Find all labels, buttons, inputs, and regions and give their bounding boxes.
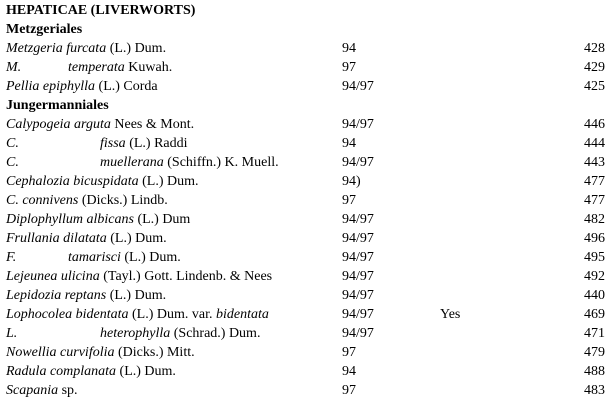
survey-years: 94) xyxy=(342,174,361,189)
species-epithet: temperata xyxy=(68,60,125,75)
survey-years: 94/97 xyxy=(342,79,374,94)
flag-value: Yes xyxy=(440,307,461,322)
genus-abbrev: L. xyxy=(6,326,18,341)
species-author: Kuwah. xyxy=(124,60,173,75)
species-epithet-group xyxy=(68,248,181,267)
survey-years: 94/97 xyxy=(342,269,374,284)
species-name xyxy=(6,172,199,191)
species-row xyxy=(0,324,615,343)
species-row xyxy=(0,115,615,134)
species-row xyxy=(0,39,615,58)
species-author: (Dicks.) Lindb. xyxy=(78,193,168,208)
species-author: (L.) Raddi xyxy=(125,136,188,151)
section-heading-text: Jungermanniales xyxy=(6,98,109,113)
species-row xyxy=(0,134,615,153)
species-name xyxy=(6,267,272,286)
species-author: (Schiffn.) K. Muell. xyxy=(163,155,279,170)
species-row xyxy=(0,343,615,362)
species-name xyxy=(6,286,166,305)
record-number: 446 xyxy=(584,117,605,132)
species-author: (L.) Corda xyxy=(95,79,158,94)
record-number: 496 xyxy=(584,231,605,246)
survey-years: 94 xyxy=(342,41,356,56)
section-heading-text: Metzgeriales xyxy=(6,22,83,37)
species-author: (L.) Dum. xyxy=(106,231,167,246)
species-binomial: Metzgeria furcata xyxy=(6,41,107,56)
species-binomial: Radula complanata xyxy=(6,364,117,379)
species-author: (Schrad.) Dum. xyxy=(170,326,261,341)
species-author: (L.) Dum xyxy=(133,212,191,227)
section-heading xyxy=(0,20,615,39)
document-title xyxy=(0,1,615,20)
species-epithet-group xyxy=(100,324,260,343)
species-name xyxy=(6,343,195,362)
record-number: 440 xyxy=(584,288,605,303)
species-row xyxy=(0,305,615,324)
species-name xyxy=(6,362,176,381)
survey-years: 94/97 xyxy=(342,307,374,322)
species-binomial: Cephalozia bicuspidata xyxy=(6,174,139,189)
survey-years: 94/97 xyxy=(342,231,374,246)
record-number: 429 xyxy=(584,60,605,75)
species-author: sp. xyxy=(58,383,78,398)
species-binomial: Lophocolea bidentata xyxy=(6,307,129,322)
genus-abbrev: C. xyxy=(6,136,19,151)
record-number: 444 xyxy=(584,136,605,151)
survey-years: 97 xyxy=(342,193,356,208)
record-number: 488 xyxy=(584,364,605,379)
record-number: 443 xyxy=(584,155,605,170)
record-number: 469 xyxy=(584,307,605,322)
species-name xyxy=(6,39,166,58)
species-epithet: tamarisci xyxy=(68,250,121,265)
species-binomial: Nowellia curvifolia xyxy=(6,345,115,360)
species-row xyxy=(0,381,615,400)
species-row xyxy=(0,286,615,305)
species-row xyxy=(0,267,615,286)
record-number: 492 xyxy=(584,269,605,284)
genus-abbrev: C. xyxy=(6,155,19,170)
species-name xyxy=(6,305,269,324)
record-number: 425 xyxy=(584,79,605,94)
species-author: (L.) Dum. var. xyxy=(128,307,216,322)
species-author: (L.) Dum. xyxy=(120,250,181,265)
species-row xyxy=(0,248,615,267)
species-author: (Tayl.) Gott. Lindenb. & Nees xyxy=(99,269,273,284)
species-binomial: Lejeunea ulicina xyxy=(6,269,100,284)
survey-years: 94/97 xyxy=(342,250,374,265)
record-number: 477 xyxy=(584,174,605,189)
species-binomial: Frullania dilatata xyxy=(6,231,107,246)
species-author: (L.) Dum. xyxy=(116,364,176,379)
species-row xyxy=(0,172,615,191)
species-epithet: muellerana xyxy=(100,155,164,170)
species-name xyxy=(6,210,190,229)
species-row xyxy=(0,229,615,248)
species-name xyxy=(6,115,194,134)
species-binomial: Pellia epiphylla xyxy=(6,79,96,94)
record-number: 471 xyxy=(584,326,605,341)
survey-years: 94/97 xyxy=(342,326,374,341)
survey-years: 97 xyxy=(342,60,356,75)
survey-years: 94 xyxy=(342,364,356,379)
survey-years: 94 xyxy=(342,136,356,151)
species-binomial: Calypogeia arguta xyxy=(6,117,111,132)
species-row xyxy=(0,362,615,381)
record-number: 482 xyxy=(584,212,605,227)
species-name xyxy=(6,381,78,400)
species-author: (L.) Dum. xyxy=(106,288,167,303)
title-text: HEPATICAE (LIVERWORTS) xyxy=(6,3,196,18)
species-epithet-group xyxy=(100,153,279,172)
species-binomial: C. connivens xyxy=(6,193,79,208)
species-author: (L.) Dum. xyxy=(138,174,199,189)
survey-years: 97 xyxy=(342,383,356,398)
species-variety: bidentata xyxy=(215,307,269,322)
species-row xyxy=(0,210,615,229)
species-binomial: Scapania xyxy=(6,383,59,398)
section-heading xyxy=(0,96,615,115)
species-author: Nees & Mont. xyxy=(110,117,195,132)
record-number: 428 xyxy=(584,41,605,56)
species-row xyxy=(0,58,615,77)
record-number: 483 xyxy=(584,383,605,398)
species-name xyxy=(6,229,167,248)
species-row xyxy=(0,153,615,172)
species-binomial: Lepidozia reptans xyxy=(6,288,107,303)
species-author: (L.) Dum. xyxy=(106,41,167,56)
survey-years: 94/97 xyxy=(342,155,374,170)
survey-years: 94/97 xyxy=(342,288,374,303)
species-epithet-group xyxy=(68,58,172,77)
species-row xyxy=(0,77,615,96)
species-epithet-group xyxy=(100,134,188,153)
species-author: (Dicks.) Mitt. xyxy=(114,345,195,360)
species-binomial: Diplophyllum albicans xyxy=(6,212,134,227)
genus-abbrev: M. xyxy=(6,60,22,75)
record-number: 477 xyxy=(584,193,605,208)
species-epithet: fissa xyxy=(100,136,126,151)
species-name xyxy=(6,77,158,96)
species-epithet: heterophylla xyxy=(100,326,171,341)
survey-years: 94/97 xyxy=(342,117,374,132)
record-number: 479 xyxy=(584,345,605,360)
species-row xyxy=(0,191,615,210)
species-name xyxy=(6,191,168,210)
survey-years: 94/97 xyxy=(342,212,374,227)
genus-abbrev: F. xyxy=(6,250,17,265)
record-number: 495 xyxy=(584,250,605,265)
survey-years: 97 xyxy=(342,345,356,360)
